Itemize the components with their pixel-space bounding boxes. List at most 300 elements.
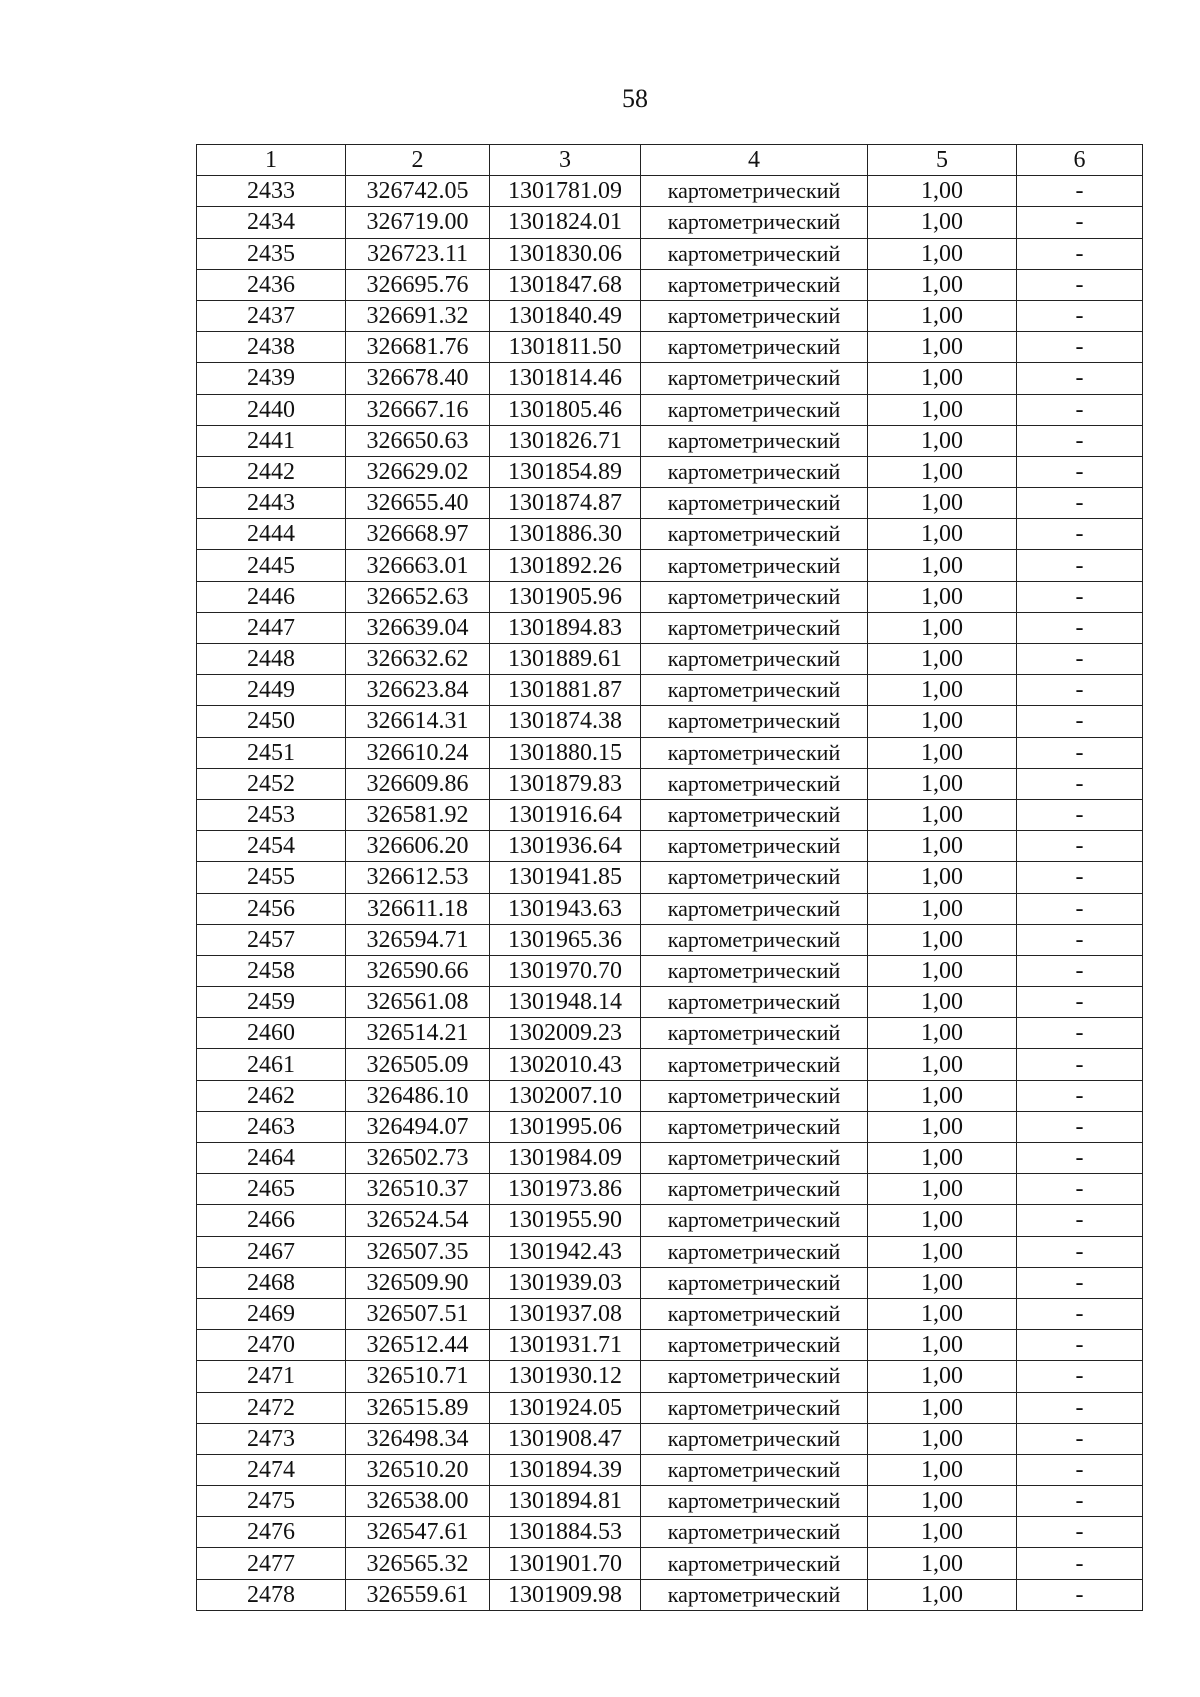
note-cell: -	[1017, 862, 1143, 893]
x-coordinate-cell: 326510.71	[346, 1361, 490, 1392]
method-cell: картометрический	[641, 269, 868, 300]
x-coordinate-cell: 326510.20	[346, 1454, 490, 1485]
table-row	[197, 1423, 1143, 1454]
table-row	[197, 1236, 1143, 1267]
note-cell: -	[1017, 269, 1143, 300]
x-coordinate-cell: 326667.16	[346, 394, 490, 425]
note-cell: -	[1017, 1298, 1143, 1329]
table-row	[197, 363, 1143, 394]
method-cell: картометрический	[641, 1049, 868, 1080]
accuracy-cell: 1,00	[868, 862, 1017, 893]
method-cell: картометрический	[641, 207, 868, 238]
x-coordinate-cell: 326681.76	[346, 332, 490, 363]
x-coordinate-cell: 326632.62	[346, 644, 490, 675]
coordinates-table	[196, 144, 1143, 1611]
table-row	[197, 831, 1143, 862]
method-cell: картометрический	[641, 862, 868, 893]
accuracy-cell: 1,00	[868, 1049, 1017, 1080]
note-cell: -	[1017, 955, 1143, 986]
method-cell: картометрический	[641, 1330, 868, 1361]
method-cell: картометрический	[641, 1579, 868, 1610]
accuracy-cell: 1,00	[868, 1174, 1017, 1205]
accuracy-cell: 1,00	[868, 519, 1017, 550]
point-number-cell: 2468	[197, 1267, 346, 1298]
accuracy-cell: 1,00	[868, 1361, 1017, 1392]
accuracy-cell: 1,00	[868, 955, 1017, 986]
table-row	[197, 1486, 1143, 1517]
y-coordinate-cell: 1301931.71	[490, 1330, 641, 1361]
x-coordinate-cell: 326538.00	[346, 1486, 490, 1517]
method-cell: картометрический	[641, 519, 868, 550]
y-coordinate-cell: 1301970.70	[490, 955, 641, 986]
note-cell: -	[1017, 207, 1143, 238]
y-coordinate-cell: 1301814.46	[490, 363, 641, 394]
table-row	[197, 238, 1143, 269]
method-cell: картометрический	[641, 456, 868, 487]
x-coordinate-cell: 326565.32	[346, 1548, 490, 1579]
note-cell: -	[1017, 1236, 1143, 1267]
column-header-1: 1	[197, 145, 346, 176]
table-row	[197, 1361, 1143, 1392]
coordinates-table-container	[196, 144, 1143, 1611]
y-coordinate-cell: 1301924.05	[490, 1392, 641, 1423]
note-cell: -	[1017, 332, 1143, 363]
accuracy-cell: 1,00	[868, 1267, 1017, 1298]
x-coordinate-cell: 326639.04	[346, 612, 490, 643]
method-cell: картометрический	[641, 394, 868, 425]
y-coordinate-cell: 1302007.10	[490, 1080, 641, 1111]
y-coordinate-cell: 1301874.87	[490, 488, 641, 519]
method-cell: картометрический	[641, 1298, 868, 1329]
point-number-cell: 2454	[197, 831, 346, 862]
x-coordinate-cell: 326486.10	[346, 1080, 490, 1111]
note-cell: -	[1017, 238, 1143, 269]
accuracy-cell: 1,00	[868, 332, 1017, 363]
point-number-cell: 2448	[197, 644, 346, 675]
method-cell: картометрический	[641, 238, 868, 269]
note-cell: -	[1017, 1361, 1143, 1392]
method-cell: картометрический	[641, 1454, 868, 1485]
table-row	[197, 1205, 1143, 1236]
x-coordinate-cell: 326614.31	[346, 706, 490, 737]
point-number-cell: 2437	[197, 300, 346, 331]
note-cell: -	[1017, 644, 1143, 675]
accuracy-cell: 1,00	[868, 456, 1017, 487]
method-cell: картометрический	[641, 1423, 868, 1454]
x-coordinate-cell: 326505.09	[346, 1049, 490, 1080]
y-coordinate-cell: 1301830.06	[490, 238, 641, 269]
note-cell: -	[1017, 706, 1143, 737]
point-number-cell: 2435	[197, 238, 346, 269]
point-number-cell: 2464	[197, 1143, 346, 1174]
point-number-cell: 2457	[197, 924, 346, 955]
table-row	[197, 612, 1143, 643]
table-row	[197, 176, 1143, 207]
note-cell: -	[1017, 1486, 1143, 1517]
table-row	[197, 1267, 1143, 1298]
x-coordinate-cell: 326559.61	[346, 1579, 490, 1610]
x-coordinate-cell: 326561.08	[346, 987, 490, 1018]
table-row	[197, 456, 1143, 487]
column-header-3: 3	[490, 145, 641, 176]
x-coordinate-cell: 326509.90	[346, 1267, 490, 1298]
point-number-cell: 2444	[197, 519, 346, 550]
accuracy-cell: 1,00	[868, 1517, 1017, 1548]
note-cell: -	[1017, 1423, 1143, 1454]
point-number-cell: 2433	[197, 176, 346, 207]
column-header-5: 5	[868, 145, 1017, 176]
y-coordinate-cell: 1301905.96	[490, 581, 641, 612]
method-cell: картометрический	[641, 1143, 868, 1174]
note-cell: -	[1017, 1111, 1143, 1142]
point-number-cell: 2436	[197, 269, 346, 300]
table-row	[197, 893, 1143, 924]
x-coordinate-cell: 326507.51	[346, 1298, 490, 1329]
point-number-cell: 2446	[197, 581, 346, 612]
table-row	[197, 644, 1143, 675]
accuracy-cell: 1,00	[868, 1018, 1017, 1049]
note-cell: -	[1017, 1174, 1143, 1205]
table-row	[197, 1454, 1143, 1485]
accuracy-cell: 1,00	[868, 768, 1017, 799]
method-cell: картометрический	[641, 1517, 868, 1548]
x-coordinate-cell: 326742.05	[346, 176, 490, 207]
accuracy-cell: 1,00	[868, 238, 1017, 269]
x-coordinate-cell: 326594.71	[346, 924, 490, 955]
table-row	[197, 332, 1143, 363]
method-cell: картометрический	[641, 737, 868, 768]
x-coordinate-cell: 326590.66	[346, 955, 490, 986]
point-number-cell: 2466	[197, 1205, 346, 1236]
method-cell: картометрический	[641, 831, 868, 862]
y-coordinate-cell: 1301894.39	[490, 1454, 641, 1485]
note-cell: -	[1017, 425, 1143, 456]
x-coordinate-cell: 326581.92	[346, 799, 490, 830]
y-coordinate-cell: 1301936.64	[490, 831, 641, 862]
accuracy-cell: 1,00	[868, 363, 1017, 394]
y-coordinate-cell: 1301916.64	[490, 799, 641, 830]
accuracy-cell: 1,00	[868, 831, 1017, 862]
point-number-cell: 2469	[197, 1298, 346, 1329]
x-coordinate-cell: 326524.54	[346, 1205, 490, 1236]
x-coordinate-cell: 326695.76	[346, 269, 490, 300]
table-row	[197, 799, 1143, 830]
accuracy-cell: 1,00	[868, 612, 1017, 643]
accuracy-cell: 1,00	[868, 425, 1017, 456]
x-coordinate-cell: 326547.61	[346, 1517, 490, 1548]
method-cell: картометрический	[641, 987, 868, 1018]
note-cell: -	[1017, 1080, 1143, 1111]
point-number-cell: 2441	[197, 425, 346, 456]
y-coordinate-cell: 1301886.30	[490, 519, 641, 550]
y-coordinate-cell: 1302010.43	[490, 1049, 641, 1080]
note-cell: -	[1017, 176, 1143, 207]
method-cell: картометрический	[641, 644, 868, 675]
note-cell: -	[1017, 488, 1143, 519]
point-number-cell: 2455	[197, 862, 346, 893]
method-cell: картометрический	[641, 675, 868, 706]
accuracy-cell: 1,00	[868, 675, 1017, 706]
method-cell: картометрический	[641, 332, 868, 363]
accuracy-cell: 1,00	[868, 644, 1017, 675]
accuracy-cell: 1,00	[868, 1080, 1017, 1111]
note-cell: -	[1017, 300, 1143, 331]
x-coordinate-cell: 326612.53	[346, 862, 490, 893]
x-coordinate-cell: 326494.07	[346, 1111, 490, 1142]
method-cell: картометрический	[641, 893, 868, 924]
x-coordinate-cell: 326606.20	[346, 831, 490, 862]
accuracy-cell: 1,00	[868, 1392, 1017, 1423]
y-coordinate-cell: 1301955.90	[490, 1205, 641, 1236]
table-row	[197, 519, 1143, 550]
method-cell: картометрический	[641, 1486, 868, 1517]
point-number-cell: 2453	[197, 799, 346, 830]
accuracy-cell: 1,00	[868, 1330, 1017, 1361]
y-coordinate-cell: 1301984.09	[490, 1143, 641, 1174]
accuracy-cell: 1,00	[868, 987, 1017, 1018]
note-cell: -	[1017, 1548, 1143, 1579]
accuracy-cell: 1,00	[868, 581, 1017, 612]
y-coordinate-cell: 1301909.98	[490, 1579, 641, 1610]
point-number-cell: 2452	[197, 768, 346, 799]
x-coordinate-cell: 326723.11	[346, 238, 490, 269]
y-coordinate-cell: 1301879.83	[490, 768, 641, 799]
table-row	[197, 1049, 1143, 1080]
method-cell: картометрический	[641, 300, 868, 331]
accuracy-cell: 1,00	[868, 1579, 1017, 1610]
accuracy-cell: 1,00	[868, 550, 1017, 581]
y-coordinate-cell: 1301939.03	[490, 1267, 641, 1298]
table-row	[197, 924, 1143, 955]
note-cell: -	[1017, 799, 1143, 830]
note-cell: -	[1017, 612, 1143, 643]
table-row	[197, 737, 1143, 768]
table-row	[197, 425, 1143, 456]
x-coordinate-cell: 326629.02	[346, 456, 490, 487]
accuracy-cell: 1,00	[868, 1423, 1017, 1454]
note-cell: -	[1017, 1267, 1143, 1298]
x-coordinate-cell: 326498.34	[346, 1423, 490, 1454]
column-header-6: 6	[1017, 145, 1143, 176]
y-coordinate-cell: 1301995.06	[490, 1111, 641, 1142]
x-coordinate-cell: 326663.01	[346, 550, 490, 581]
method-cell: картометрический	[641, 1205, 868, 1236]
accuracy-cell: 1,00	[868, 269, 1017, 300]
table-row	[197, 581, 1143, 612]
note-cell: -	[1017, 1392, 1143, 1423]
point-number-cell: 2477	[197, 1548, 346, 1579]
y-coordinate-cell: 1301965.36	[490, 924, 641, 955]
point-number-cell: 2476	[197, 1517, 346, 1548]
point-number-cell: 2440	[197, 394, 346, 425]
point-number-cell: 2434	[197, 207, 346, 238]
table-row	[197, 706, 1143, 737]
accuracy-cell: 1,00	[868, 488, 1017, 519]
accuracy-cell: 1,00	[868, 1111, 1017, 1142]
y-coordinate-cell: 1302009.23	[490, 1018, 641, 1049]
point-number-cell: 2470	[197, 1330, 346, 1361]
table-row	[197, 488, 1143, 519]
y-coordinate-cell: 1301943.63	[490, 893, 641, 924]
method-cell: картометрический	[641, 955, 868, 986]
y-coordinate-cell: 1301948.14	[490, 987, 641, 1018]
y-coordinate-cell: 1301892.26	[490, 550, 641, 581]
table-row	[197, 1548, 1143, 1579]
y-coordinate-cell: 1301826.71	[490, 425, 641, 456]
y-coordinate-cell: 1301781.09	[490, 176, 641, 207]
table-row	[197, 1330, 1143, 1361]
y-coordinate-cell: 1301874.38	[490, 706, 641, 737]
point-number-cell: 2472	[197, 1392, 346, 1423]
point-number-cell: 2439	[197, 363, 346, 394]
y-coordinate-cell: 1301937.08	[490, 1298, 641, 1329]
accuracy-cell: 1,00	[868, 1298, 1017, 1329]
method-cell: картометрический	[641, 1018, 868, 1049]
table-row	[197, 1579, 1143, 1610]
note-cell: -	[1017, 737, 1143, 768]
point-number-cell: 2473	[197, 1423, 346, 1454]
point-number-cell: 2456	[197, 893, 346, 924]
point-number-cell: 2459	[197, 987, 346, 1018]
x-coordinate-cell: 326610.24	[346, 737, 490, 768]
accuracy-cell: 1,00	[868, 1143, 1017, 1174]
method-cell: картометрический	[641, 363, 868, 394]
point-number-cell: 2450	[197, 706, 346, 737]
note-cell: -	[1017, 394, 1143, 425]
point-number-cell: 2461	[197, 1049, 346, 1080]
accuracy-cell: 1,00	[868, 207, 1017, 238]
note-cell: -	[1017, 1454, 1143, 1485]
point-number-cell: 2447	[197, 612, 346, 643]
y-coordinate-cell: 1301811.50	[490, 332, 641, 363]
note-cell: -	[1017, 1018, 1143, 1049]
table-body	[197, 176, 1143, 1611]
point-number-cell: 2442	[197, 456, 346, 487]
x-coordinate-cell: 326515.89	[346, 1392, 490, 1423]
point-number-cell: 2443	[197, 488, 346, 519]
accuracy-cell: 1,00	[868, 799, 1017, 830]
accuracy-cell: 1,00	[868, 1486, 1017, 1517]
table-row	[197, 207, 1143, 238]
note-cell: -	[1017, 519, 1143, 550]
x-coordinate-cell: 326512.44	[346, 1330, 490, 1361]
note-cell: -	[1017, 1517, 1143, 1548]
x-coordinate-cell: 326652.63	[346, 581, 490, 612]
note-cell: -	[1017, 1330, 1143, 1361]
accuracy-cell: 1,00	[868, 706, 1017, 737]
y-coordinate-cell: 1301930.12	[490, 1361, 641, 1392]
note-cell: -	[1017, 363, 1143, 394]
table-row	[197, 1517, 1143, 1548]
x-coordinate-cell: 326678.40	[346, 363, 490, 394]
y-coordinate-cell: 1301824.01	[490, 207, 641, 238]
table-row	[197, 1298, 1143, 1329]
table-row	[197, 269, 1143, 300]
y-coordinate-cell: 1301840.49	[490, 300, 641, 331]
table-row	[197, 1392, 1143, 1423]
note-cell: -	[1017, 987, 1143, 1018]
table-row	[197, 862, 1143, 893]
y-coordinate-cell: 1301889.61	[490, 644, 641, 675]
accuracy-cell: 1,00	[868, 1548, 1017, 1579]
note-cell: -	[1017, 1143, 1143, 1174]
point-number-cell: 2471	[197, 1361, 346, 1392]
accuracy-cell: 1,00	[868, 737, 1017, 768]
note-cell: -	[1017, 924, 1143, 955]
page-number: 58	[622, 84, 648, 113]
y-coordinate-cell: 1301901.70	[490, 1548, 641, 1579]
point-number-cell: 2475	[197, 1486, 346, 1517]
y-coordinate-cell: 1301854.89	[490, 456, 641, 487]
point-number-cell: 2449	[197, 675, 346, 706]
table-row	[197, 550, 1143, 581]
accuracy-cell: 1,00	[868, 924, 1017, 955]
y-coordinate-cell: 1301847.68	[490, 269, 641, 300]
method-cell: картометрический	[641, 924, 868, 955]
note-cell: -	[1017, 1579, 1143, 1610]
x-coordinate-cell: 326668.97	[346, 519, 490, 550]
table-row	[197, 1018, 1143, 1049]
x-coordinate-cell: 326650.63	[346, 425, 490, 456]
x-coordinate-cell: 326655.40	[346, 488, 490, 519]
accuracy-cell: 1,00	[868, 300, 1017, 331]
note-cell: -	[1017, 1049, 1143, 1080]
x-coordinate-cell: 326623.84	[346, 675, 490, 706]
point-number-cell: 2438	[197, 332, 346, 363]
accuracy-cell: 1,00	[868, 394, 1017, 425]
method-cell: картометрический	[641, 1267, 868, 1298]
method-cell: картометрический	[641, 1548, 868, 1579]
note-cell: -	[1017, 675, 1143, 706]
table-row	[197, 300, 1143, 331]
accuracy-cell: 1,00	[868, 176, 1017, 207]
x-coordinate-cell: 326502.73	[346, 1143, 490, 1174]
y-coordinate-cell: 1301805.46	[490, 394, 641, 425]
accuracy-cell: 1,00	[868, 1236, 1017, 1267]
point-number-cell: 2467	[197, 1236, 346, 1267]
method-cell: картометрический	[641, 799, 868, 830]
point-number-cell: 2445	[197, 550, 346, 581]
note-cell: -	[1017, 1205, 1143, 1236]
x-coordinate-cell: 326507.35	[346, 1236, 490, 1267]
point-number-cell: 2474	[197, 1454, 346, 1485]
y-coordinate-cell: 1301894.83	[490, 612, 641, 643]
method-cell: картометрический	[641, 612, 868, 643]
point-number-cell: 2460	[197, 1018, 346, 1049]
table-row	[197, 394, 1143, 425]
y-coordinate-cell: 1301894.81	[490, 1486, 641, 1517]
column-header-2: 2	[346, 145, 490, 176]
note-cell: -	[1017, 768, 1143, 799]
y-coordinate-cell: 1301973.86	[490, 1174, 641, 1205]
table-row	[197, 1174, 1143, 1205]
y-coordinate-cell: 1301884.53	[490, 1517, 641, 1548]
x-coordinate-cell: 326609.86	[346, 768, 490, 799]
table-row	[197, 1111, 1143, 1142]
method-cell: картометрический	[641, 1174, 868, 1205]
y-coordinate-cell: 1301881.87	[490, 675, 641, 706]
method-cell: картометрический	[641, 1111, 868, 1142]
note-cell: -	[1017, 831, 1143, 862]
method-cell: картометрический	[641, 488, 868, 519]
y-coordinate-cell: 1301880.15	[490, 737, 641, 768]
accuracy-cell: 1,00	[868, 1205, 1017, 1236]
x-coordinate-cell: 326719.00	[346, 207, 490, 238]
table-row	[197, 768, 1143, 799]
y-coordinate-cell: 1301941.85	[490, 862, 641, 893]
method-cell: картометрический	[641, 1080, 868, 1111]
table-row	[197, 987, 1143, 1018]
